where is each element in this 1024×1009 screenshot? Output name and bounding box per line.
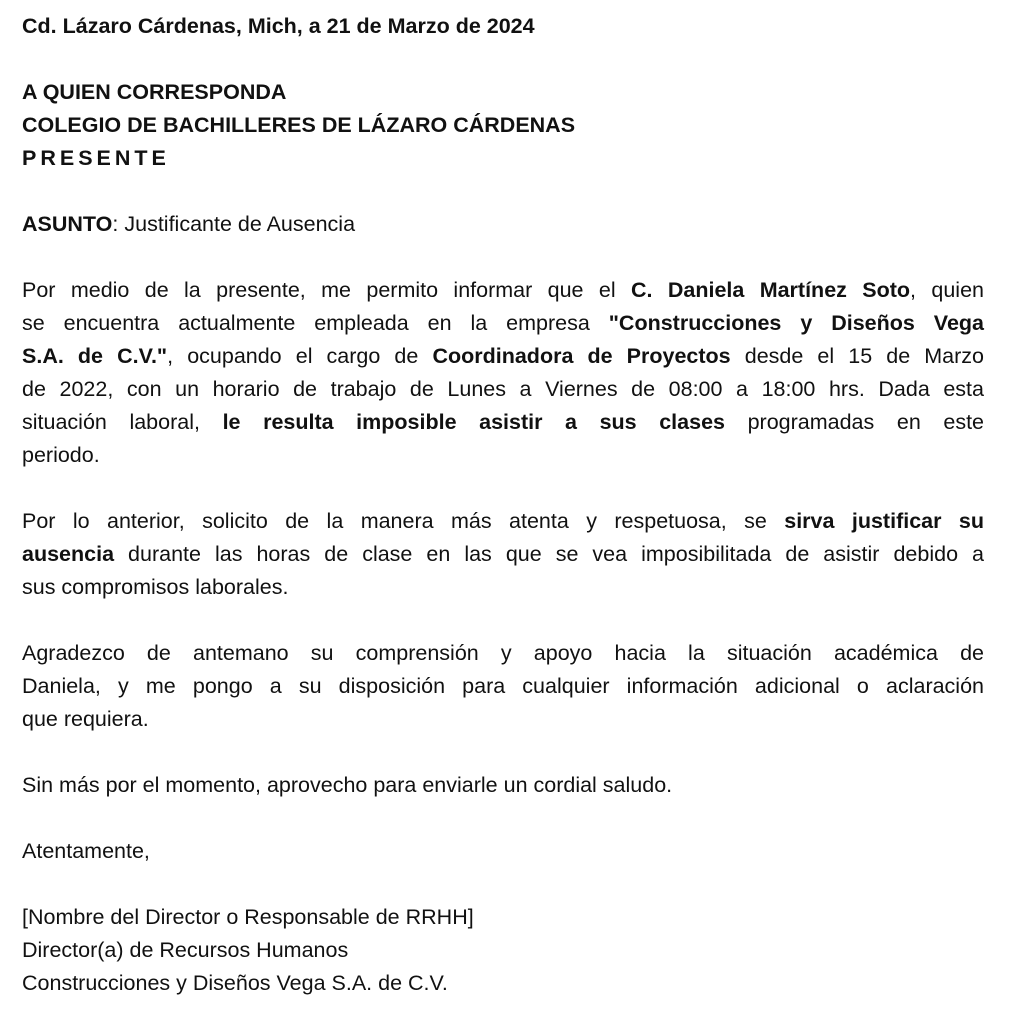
paragraph-1-line — [22, 307, 984, 340]
text-run: programadas en este — [725, 410, 984, 434]
paragraph-3-line: que requiera. — [22, 707, 149, 731]
company-name: "Construcciones y Diseños Vega — [608, 311, 984, 335]
recipient-line-1: A QUIEN CORRESPONDA — [22, 80, 287, 104]
employee-name: C. Daniela Martínez Soto — [630, 278, 911, 302]
text-run: Por medio de la presente, me permito informar que el — [22, 278, 631, 302]
text-run: durante las horas de clase en las que se vea imposibilitada de asistir debido a — [114, 542, 984, 566]
paragraph-2 — [22, 505, 984, 604]
subject-text: Justificante de Ausencia — [124, 212, 356, 236]
paragraph-1-line — [22, 274, 984, 307]
closing: Atentamente, — [22, 839, 150, 863]
emphasis-text: le resulta imposible asistir a sus clases — [222, 410, 725, 434]
spacer — [22, 43, 984, 76]
spacer — [22, 472, 984, 505]
text-run: , ocupando el cargo de — [167, 344, 433, 368]
paragraph-4: Sin más por el momento, aprovecho para enviarle un cordial saludo. — [22, 773, 673, 797]
letter-document — [22, 10, 984, 1000]
recipient-line-2: COLEGIO DE BACHILLERES DE LÁZARO CÁRDENAS — [22, 113, 576, 137]
spacer — [22, 802, 984, 835]
spacer — [22, 736, 984, 769]
paragraph-1-line: periodo. — [22, 443, 100, 467]
spacer — [22, 241, 984, 274]
paragraph-2-line — [22, 505, 984, 538]
place-date: Cd. Lázaro Cárdenas, Mich, a 21 de Marzo de 2024 — [22, 14, 535, 38]
signature-name: [Nombre del Director o Responsable de RRHH] — [22, 905, 474, 929]
text-run: Por lo anterior, solicito de la manera más atenta y respetuosa, se — [22, 509, 785, 533]
paragraph-1 — [22, 274, 984, 472]
subject-label: ASUNTO — [22, 212, 113, 236]
text-run: , quien — [910, 278, 984, 302]
recipient-line-3: PRESENTE — [22, 146, 170, 170]
paragraph-3-line: Daniela, y me pongo a su disposición para cualquier información adicional o aclaración — [22, 674, 984, 698]
paragraph-2-line: sus compromisos laborales. — [22, 575, 289, 599]
paragraph-1-line: de 2022, con un horario de trabajo de Lunes a Viernes de 08:00 a 18:00 hrs. Dada esta — [22, 377, 984, 401]
signature-company: Construcciones y Diseños Vega S.A. de C.V. — [22, 971, 448, 995]
paragraph-1-line — [22, 340, 984, 373]
paragraph-3 — [22, 637, 984, 736]
spacer — [22, 868, 984, 901]
paragraph-3-line: Agradezco de antemano su comprensión y apoyo hacia la situación académica de — [22, 641, 984, 665]
emphasis-text: sirva justificar su — [784, 509, 984, 533]
spacer — [22, 604, 984, 637]
text-run: se encuentra actualmente empleada en la empresa — [22, 311, 609, 335]
signature-title: Director(a) de Recursos Humanos — [22, 938, 349, 962]
job-title: Coordinadora de Proyectos — [432, 344, 731, 368]
paragraph-1-line — [22, 406, 984, 439]
subject-separator: : — [112, 212, 119, 236]
emphasis-text: ausencia — [22, 542, 115, 566]
company-name: S.A. de C.V." — [22, 344, 168, 368]
spacer — [22, 175, 984, 208]
text-run: desde el 15 de Marzo — [730, 344, 984, 368]
text-run: situación laboral, — [22, 410, 223, 434]
paragraph-2-line — [22, 538, 984, 571]
subject-line — [22, 208, 984, 241]
